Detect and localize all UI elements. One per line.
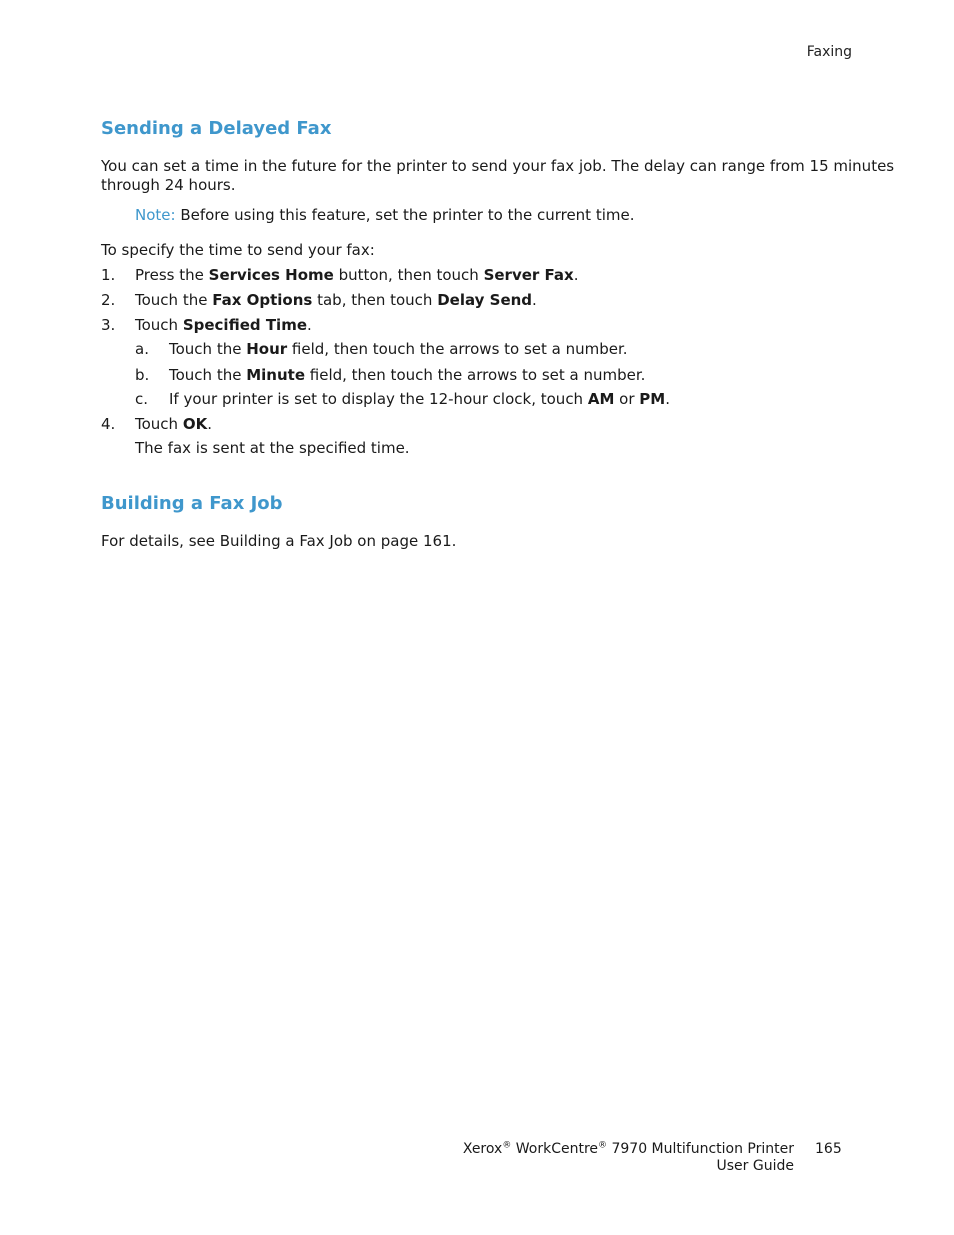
step-2 (101, 291, 537, 310)
ui-term: Fax Options (212, 291, 313, 309)
note (135, 206, 635, 225)
step-text: . (307, 316, 312, 334)
registered-mark: ® (598, 1140, 608, 1151)
step-text: Touch (135, 316, 183, 334)
step-3b (135, 366, 645, 385)
ui-term: Services Home (208, 266, 334, 284)
note-label: Note: (135, 206, 176, 224)
ui-term: Delay Send (437, 291, 533, 309)
substep-letter: a. (135, 340, 149, 358)
step-number: 4. (101, 415, 116, 433)
steps-lead: To specify the time to send your fax: (101, 241, 375, 259)
registered-mark: ® (502, 1140, 512, 1151)
step-text: If your printer is set to display the 12-hour clock, touch (169, 390, 588, 408)
ui-term: Specified Time (182, 316, 308, 334)
ui-term: AM (587, 390, 615, 408)
running-head: Faxing (806, 44, 852, 60)
step-text: Touch (135, 415, 183, 433)
step-text: Touch the (135, 291, 213, 309)
footer-product-model: 7970 Multifunction Printer (607, 1141, 794, 1157)
step-3 (101, 316, 312, 335)
footer-brand: Xerox (462, 1141, 503, 1157)
step-text: button, then touch (333, 266, 484, 284)
step-number: 2. (101, 291, 116, 309)
building-fax-job-text: For details, see Building a Fax Job on page 161. (101, 532, 457, 550)
step-4-result: The fax is sent at the specified time. (135, 439, 410, 457)
step-text: Press the (135, 266, 209, 284)
substep-letter: b. (135, 366, 150, 384)
step-1 (101, 266, 578, 285)
step-number: 3. (101, 316, 116, 334)
footer-product-name: WorkCentre (511, 1141, 599, 1157)
footer-product (463, 1141, 794, 1175)
step-4 (101, 415, 212, 434)
substep-letter: c. (135, 390, 149, 408)
section-title-building-fax-job: Building a Fax Job (101, 493, 283, 514)
section-title-delayed-fax: Sending a Delayed Fax (101, 118, 332, 139)
ui-term: Hour (246, 340, 288, 358)
step-text: . (532, 291, 537, 309)
step-text: tab, then touch (312, 291, 438, 309)
step-text: Touch the (169, 366, 247, 384)
step-text: or (614, 390, 640, 408)
intro-line-1: You can set a time in the future for the printer to send your fax job. The delay can range from 15 minutes (101, 157, 895, 175)
step-text: field, then touch the arrows to set a number. (287, 340, 628, 358)
step-number: 1. (101, 266, 116, 284)
ui-term: PM (639, 390, 666, 408)
step-text: . (665, 390, 670, 408)
step-3c (135, 390, 670, 409)
ui-term: OK (182, 415, 208, 433)
note-text: Before using this feature, set the printer to the current time. (175, 206, 635, 224)
step-text: field, then touch the arrows to set a number. (305, 366, 646, 384)
ui-term: Minute (246, 366, 305, 384)
ui-term: Server Fax (483, 266, 574, 284)
step-text: Touch the (169, 340, 247, 358)
footer-doc-type: User Guide (716, 1158, 794, 1174)
intro-line-2: through 24 hours. (101, 176, 236, 194)
step-text: . (207, 415, 212, 433)
step-3a (135, 340, 628, 359)
page-number: 165 (815, 1141, 842, 1157)
footer-product-line (463, 1141, 794, 1158)
step-text: . (573, 266, 579, 284)
